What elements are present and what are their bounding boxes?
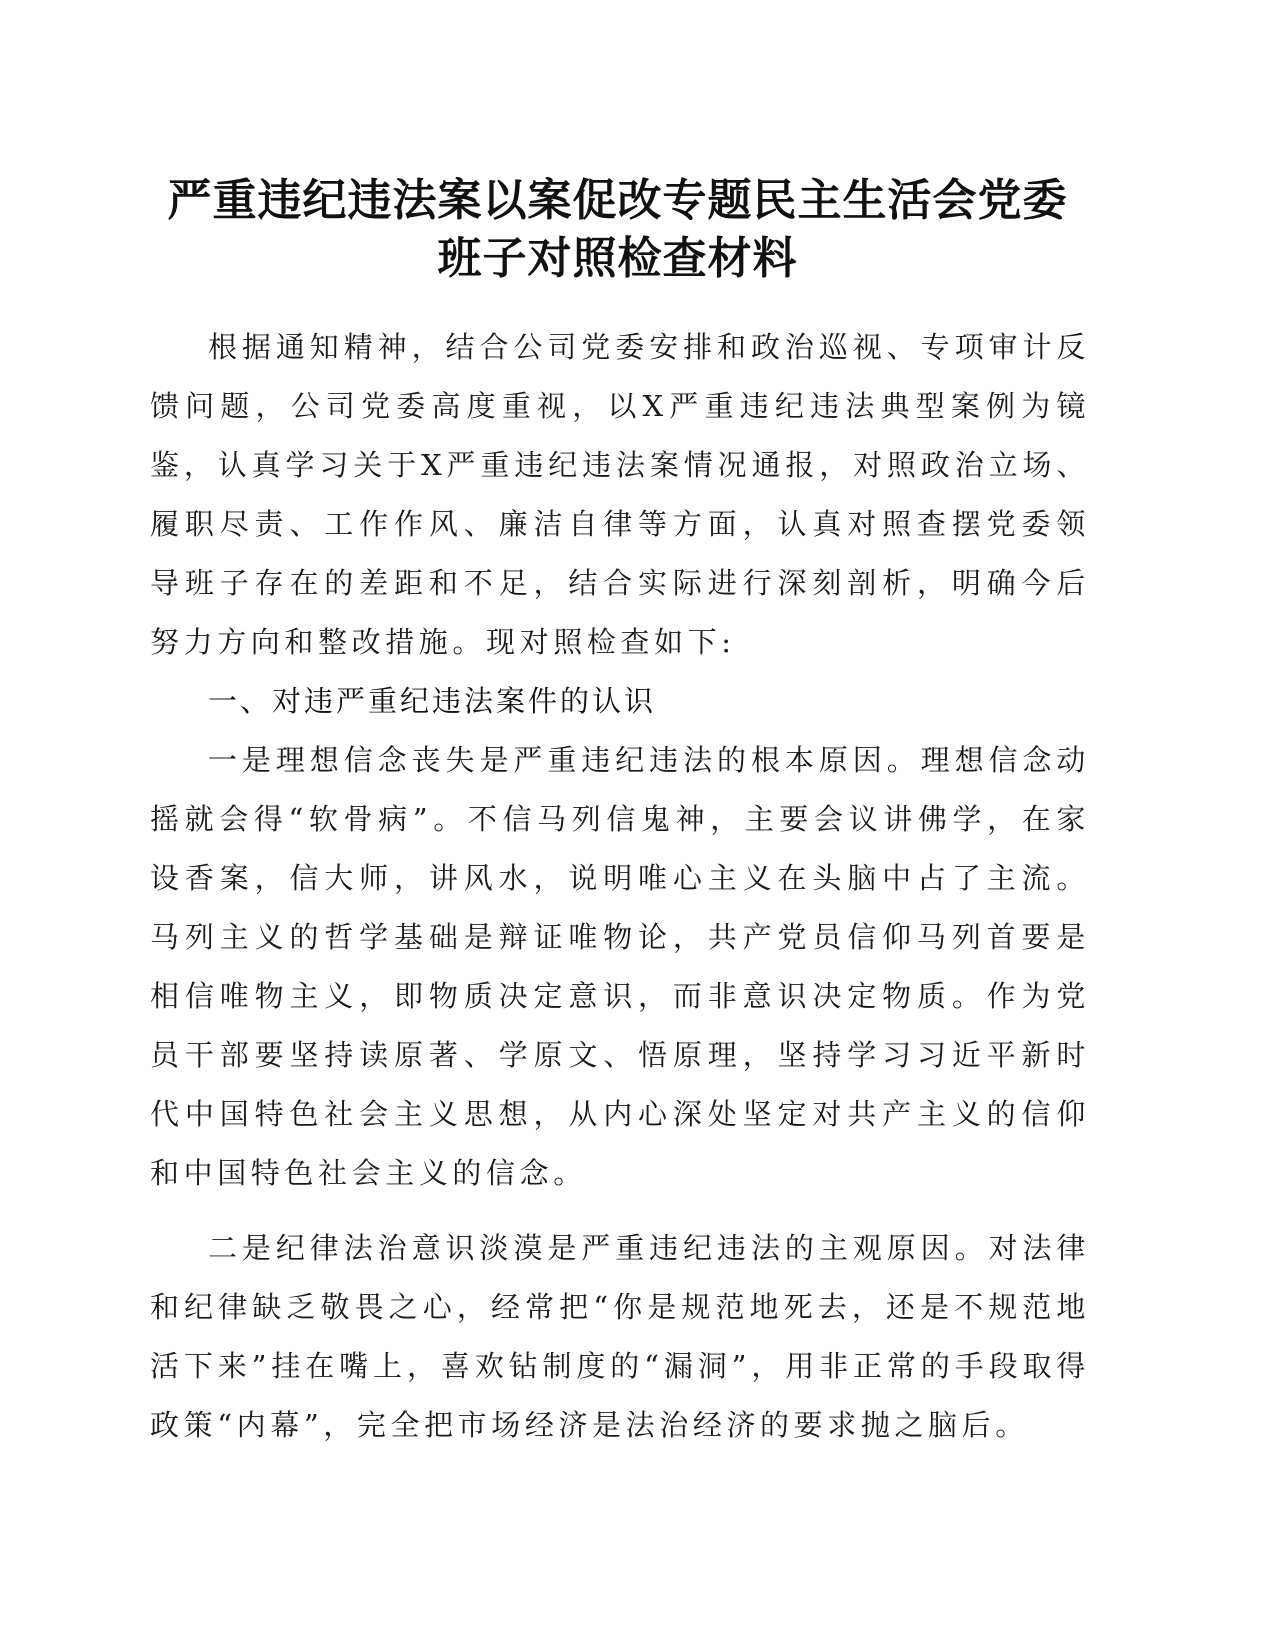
paragraph-gap [150,1203,1090,1219]
intro-paragraph: 根据通知精神，结合公司党委安排和政治巡视、专项审计反馈问题，公司党委高度重视，以X严重违纪违法典型案例为镜鉴，认真学习关于X严重违纪违法案情况通报，对照政治立场、履职尽责、工作作风、廉洁自律等方面，认真对照查摆党委领导班子存在的差距和不足，结合实际进行深刻剖析，明确今后努力方向和整改措施。现对照检查如下: [150,330,1090,659]
document-body [150,318,1090,1455]
title-line-2: 班子对照检查材料 [437,233,798,284]
section-heading: 一、对违严重纪违法案件的认识 [208,684,657,718]
document-title [140,172,1095,288]
paragraph-1: 一是理想信念丧失是严重违纪违法的根本原因。理想信念动摇就会得“软骨病”。不信马列信鬼神，主要会议讲佛学，在家设香案，信大师，讲风水，说明唯心主义在头脑中占了主流。马列主义的哲学基础是辩证唯物论，共产党员信仰马列首要是相信唯物主义，即物质决定意识，而非意识决定物质。作为党员干部要坚持读原著、学原文、悟原理，坚持学习习近平新时代中国特色社会主义思想，从内心深处坚定对共产主义的信仰和中国特色社会主义的信念。 [150,743,1090,1190]
title-line-1: 严重违纪违法案以案促改专题民主生活会党委 [167,175,1068,226]
paragraph-2: 二是纪律法治意识淡漠是严重违纪违法的主观原因。对法律和纪律缺乏敬畏之心，经常把“你是规范地死去，还是不规范地活下来”挂在嘴上，喜欢钻制度的“漏洞”，用非正常的手段取得政策“内幕”，完全把市场经济是法治经济的要求抛之脑后。 [150,1231,1090,1442]
